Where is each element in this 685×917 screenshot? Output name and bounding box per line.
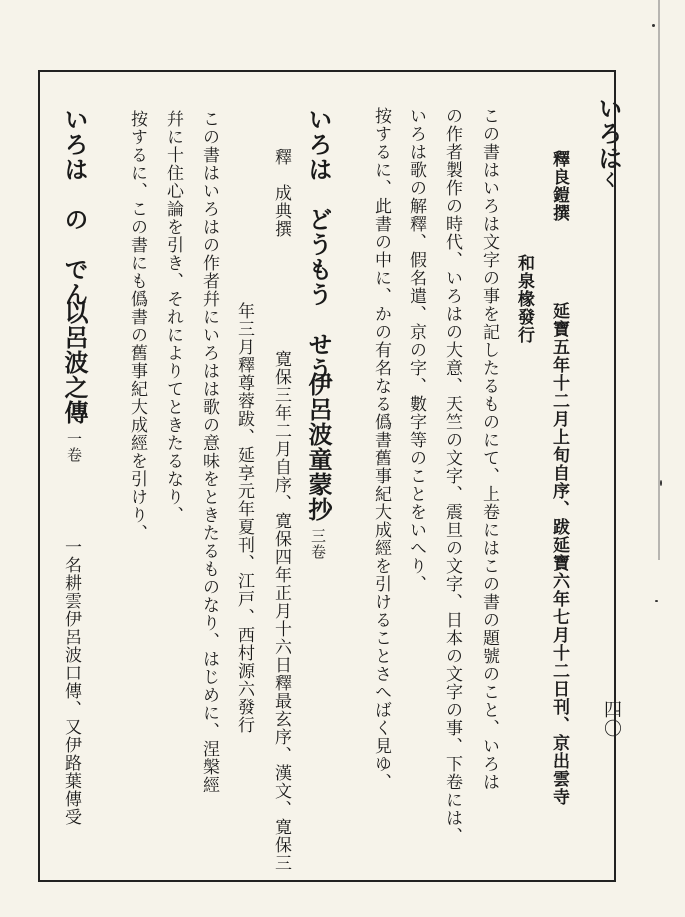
entry1-publisher: 和泉椽發行 [514, 254, 534, 344]
entry2-title-block [304, 372, 333, 560]
entry1-desc-line3: いろは歌の解釋、假名遣、京の字、數字等のことをいへり、 [406, 107, 426, 593]
entry1-desc-line1: この書はいろは文字の事を記したるものにて、上卷にはこの書の題號のこと、いろは [479, 107, 499, 791]
page-number: 四〇 [601, 700, 622, 738]
entry1-desc-line4: 按するに、此書の中に、かの有名なる僞書舊事紀大成經を引けることさへばく見ゆ、 [371, 107, 391, 791]
entry1-author: 釋良鎧撰 [549, 150, 569, 222]
entry3-headword: いろは の でん [60, 107, 89, 307]
entry2-title: 伊呂波童蒙抄 [304, 372, 333, 522]
entry2-desc-line1: この書はいろはの作者幷にいろはは歌の意味をときたるものなり、はじめに、涅槃經 [199, 110, 219, 794]
entry3-title: 以呂波之傳 [60, 300, 89, 425]
entry2-author: 釋 成典撰 [271, 148, 291, 238]
entry2-date-line2: 年三月釋尊蓉跋、延享元年夏刊、江戸、西村源六發行 [234, 302, 254, 734]
entry2-date-line1: 寛保三年二月自序、寛保四年正月十六日釋最玄序、漢文、寛保三 [271, 350, 291, 872]
entry3-title-block [60, 300, 89, 463]
entry2-volumes: 三卷 [309, 528, 327, 560]
entry2-desc-line3: 按するに、この書にも僞書の舊事紀大成經を引けり、 [127, 110, 147, 542]
running-head-suffix: く [598, 171, 618, 189]
entry1-desc-line2: の作者製作の時代、いろはの大意、天竺の文字、震旦の文字、日本の文字の事、下卷には、 [442, 107, 462, 845]
entry1-date: 延寶五年十二月上旬自序、跋延寶六年七月十二日刊、京出雲寺 [549, 302, 569, 806]
scan-edge-line [658, 0, 660, 560]
entry2-headword: いろは どうもう せう [304, 107, 333, 382]
entry3-note: 一名耕雲伊呂波口傳、又伊路葉傳受 [61, 538, 81, 826]
scan-speck [652, 24, 655, 27]
scan-speck [655, 600, 658, 602]
running-head-text: いろは [594, 96, 623, 171]
scan-speck [660, 480, 662, 486]
entry3-volumes: 一卷 [65, 431, 83, 463]
entry2-desc-line2: 幷に十住心論を引き、それによりてときたるなり、 [163, 110, 183, 524]
